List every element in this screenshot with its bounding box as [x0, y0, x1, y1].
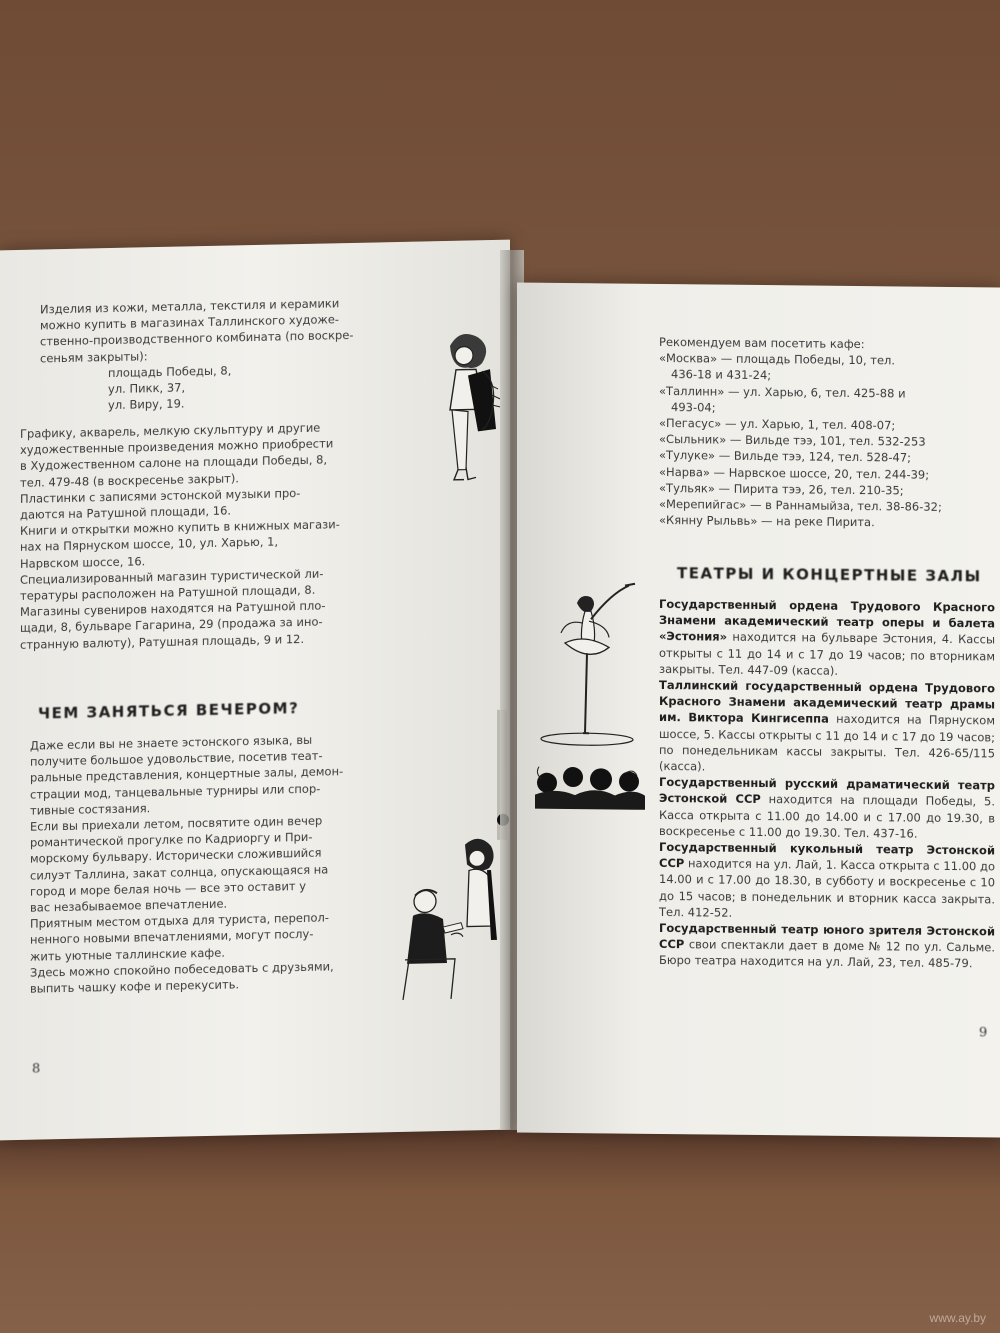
page-number-left: 8: [32, 1061, 41, 1077]
cafe-item: «Москва» — площадь Победы, 10, тел.: [659, 351, 896, 368]
theatres-paragraph: [659, 596, 995, 972]
theatre-name: Таллинский государственный ордена Трудового Красного Знамени академический театр драмы им. Виктора Кингисеппа: [659, 677, 995, 727]
text-line: Графику, акварель, мелкую скульптуру и другие: [20, 420, 321, 441]
text-line: Пластинки с записями эстонской музыки про-: [20, 485, 301, 506]
theatre-details: находится на ул. Лай, 1. Касса открыта с 11.00 до 14.00 и с 17.00 до 18.30, в субботу и воскресенье с 10 до 15 часов; в понедельник и вторник касса закрыта. Тел. 412-52.: [659, 856, 995, 920]
text-line: Приятным местом отдыха для туриста, перепол-: [30, 910, 329, 931]
cafe-paragraph: [659, 334, 989, 532]
text-line: тел. 479-48 (в воскресенье закрыт).: [20, 470, 239, 490]
graphics-paragraph: [20, 418, 420, 653]
theatre-details: находится на площади Победы, 5. Касса открыта с 11.00 до 14.00 и с 17.00 до 19.30, в воскресенье с 11.00 до 19.30. Тел. 437-16.: [659, 792, 995, 841]
address-line: ул. Пикк, 37,: [108, 380, 186, 397]
cafe-item: 436-18 и 431-24;: [671, 367, 772, 383]
left-page: [0, 240, 510, 1141]
text-line: ненного новыми впечатлениями, могут послу-: [30, 927, 314, 948]
text-line: художественные произведения можно приобрести: [20, 436, 334, 458]
text-line: вас незабываемое впечатление.: [30, 896, 228, 915]
cafe-item: 493-04;: [671, 399, 716, 415]
text-line: Магазины сувениров находятся на Ратушной пло-: [20, 598, 326, 620]
text-line: силуэт Таллина, закат солнца, опускающаяся на: [30, 862, 329, 883]
cafe-item: «Нарва» — Нарвское шоссе, 20, тел. 244-39;: [659, 464, 930, 482]
text-line: жить уютные таллинские кафе.: [30, 945, 225, 964]
shopper-illustration: [420, 325, 510, 497]
theatre-details: находится на бульваре Эстония, 4. Кассы открыты с 11 до 14 и с 17 до 19 часов; по вторникам закрыты. Тел. 447-09 (касса).: [659, 630, 995, 678]
evening-heading: ЧЕМ ЗАНЯТЬСЯ ВЕЧЕРОМ?: [38, 699, 300, 723]
text-line: тивные состязания.: [30, 801, 151, 818]
text-line: ральные представления, концертные залы, демон-: [30, 764, 344, 786]
page-number-right: 9: [979, 1025, 988, 1041]
cafe-item: «Таллинн» — ул. Харью, 6, тел. 425-88 и: [659, 383, 906, 401]
theatres-heading: ТЕАТРЫ И КОНЦЕРТНЫЕ ЗАЛЫ: [677, 564, 982, 586]
theatre-entry: [659, 677, 995, 778]
address-line: ул. Виру, 19.: [108, 396, 185, 413]
text-line: странную валюту), Ратушная площадь, 9 и 12.: [20, 631, 305, 652]
evening-paragraph: [30, 730, 400, 997]
text-line: можно купить в магазинах Таллинского художе-: [40, 312, 340, 333]
theatre-name: Государственный кукольный театр Эстонской ССР: [659, 840, 995, 871]
watermark: www.ay.by: [929, 1311, 986, 1325]
text-line: даются на Ратушной площади, 16.: [20, 503, 231, 522]
theatre-entry: [659, 596, 995, 681]
text-line: сеньям закрыты):: [40, 348, 148, 366]
ballet-illustration: [525, 583, 655, 814]
text-line: нах на Пярнуском шоссе, 10, ул. Харью, 1,: [20, 534, 279, 555]
theatre-name: Государственный ордена Трудового Красного Знамени академический театр оперы и балета «Эстония»: [659, 596, 995, 645]
text-line: Рекомендуем вам посетить кафе:: [659, 334, 865, 352]
text-line: морскому бульвару. Исторически сложившийся: [30, 846, 322, 867]
text-line: Нарвском шоссе, 16.: [20, 553, 146, 571]
shops-paragraph: [40, 294, 420, 415]
theatre-details: находится на Пярнуском шоссе, 5. Кассы открыты с 11 до 14 и с 17 до 19 часов; по понедельникам кассы закрыты. Тел. 426-65/115 (касса).: [659, 712, 995, 774]
theatre-name: Государственный русский драматический театр Эстонской ССР: [659, 775, 995, 807]
table-surface: [0, 1130, 1000, 1333]
text-line: город и море белая ночь — все это оставит у: [30, 878, 307, 899]
text-line: тературы расположен на Ратушной площади, 8.: [20, 582, 316, 603]
text-line: Даже если вы не знаете эстонского языка, вы: [30, 732, 313, 753]
right-page: [517, 282, 1000, 1137]
text-line: Книги и открытки можно купить в книжных магази-: [20, 517, 340, 539]
theatre-entry: [659, 774, 995, 842]
text-line: ственно-производственного комбината (по воскре-: [40, 328, 354, 349]
text-line: Здесь можно спокойно побеседовать с друзьями,: [30, 959, 334, 980]
text-line: в Художественном салоне на площади Победы, 8,: [20, 452, 328, 474]
cafe-couple-illustration: [395, 830, 505, 1022]
text-line: получите большое удовольствие, посетив теат-: [30, 748, 323, 769]
address-line: площадь Победы, 8,: [108, 363, 232, 380]
theatre-entry: [659, 920, 995, 972]
theatre-entry: [659, 839, 995, 924]
text-line: страции мод, танцевальные турниры или спор-: [30, 781, 321, 802]
theatre-details: свои спектакли дает в доме № 12 по ул. Сальме. Бюро театра находится на ул. Лай, 23, тел. 485-79.: [659, 937, 995, 971]
cafe-item: «Мерепийгас» — в Раннамыйза, тел. 38-86-32;: [659, 496, 942, 514]
text-line: Если вы приехали летом, посвятите один вечер: [30, 813, 323, 834]
cafe-item: «Пегасус» — ул. Харью, 1, тел. 408-07;: [659, 415, 896, 433]
cafe-item: «Тульяк» — Пирита тээ, 26, тел. 210-35;: [659, 480, 904, 498]
cafe-item: «Сыльник» — Вильде тээ, 101, тел. 532-253: [659, 432, 926, 449]
text-line: щади, 8, бульваре Гагарина, 29 (продажа за ино-: [20, 615, 323, 636]
text-line: Специализированный магазин туристической ли-: [20, 566, 324, 587]
cafe-item: «Кянну Рыльвь» — на реке Пирита.: [659, 513, 875, 530]
text-line: романтической прогулке по Кадриоргу и При-: [30, 830, 313, 850]
cafe-item: «Тулуке» — Вильде тээ, 124, тел. 528-47;: [659, 448, 912, 466]
text-line: Изделия из кожи, металла, текстиля и керамики: [40, 296, 340, 317]
theatre-name: Государственный театр юного зрителя Эстонской ССР: [659, 921, 995, 952]
text-line: выпить чашку кофе и перекусить.: [30, 977, 240, 996]
